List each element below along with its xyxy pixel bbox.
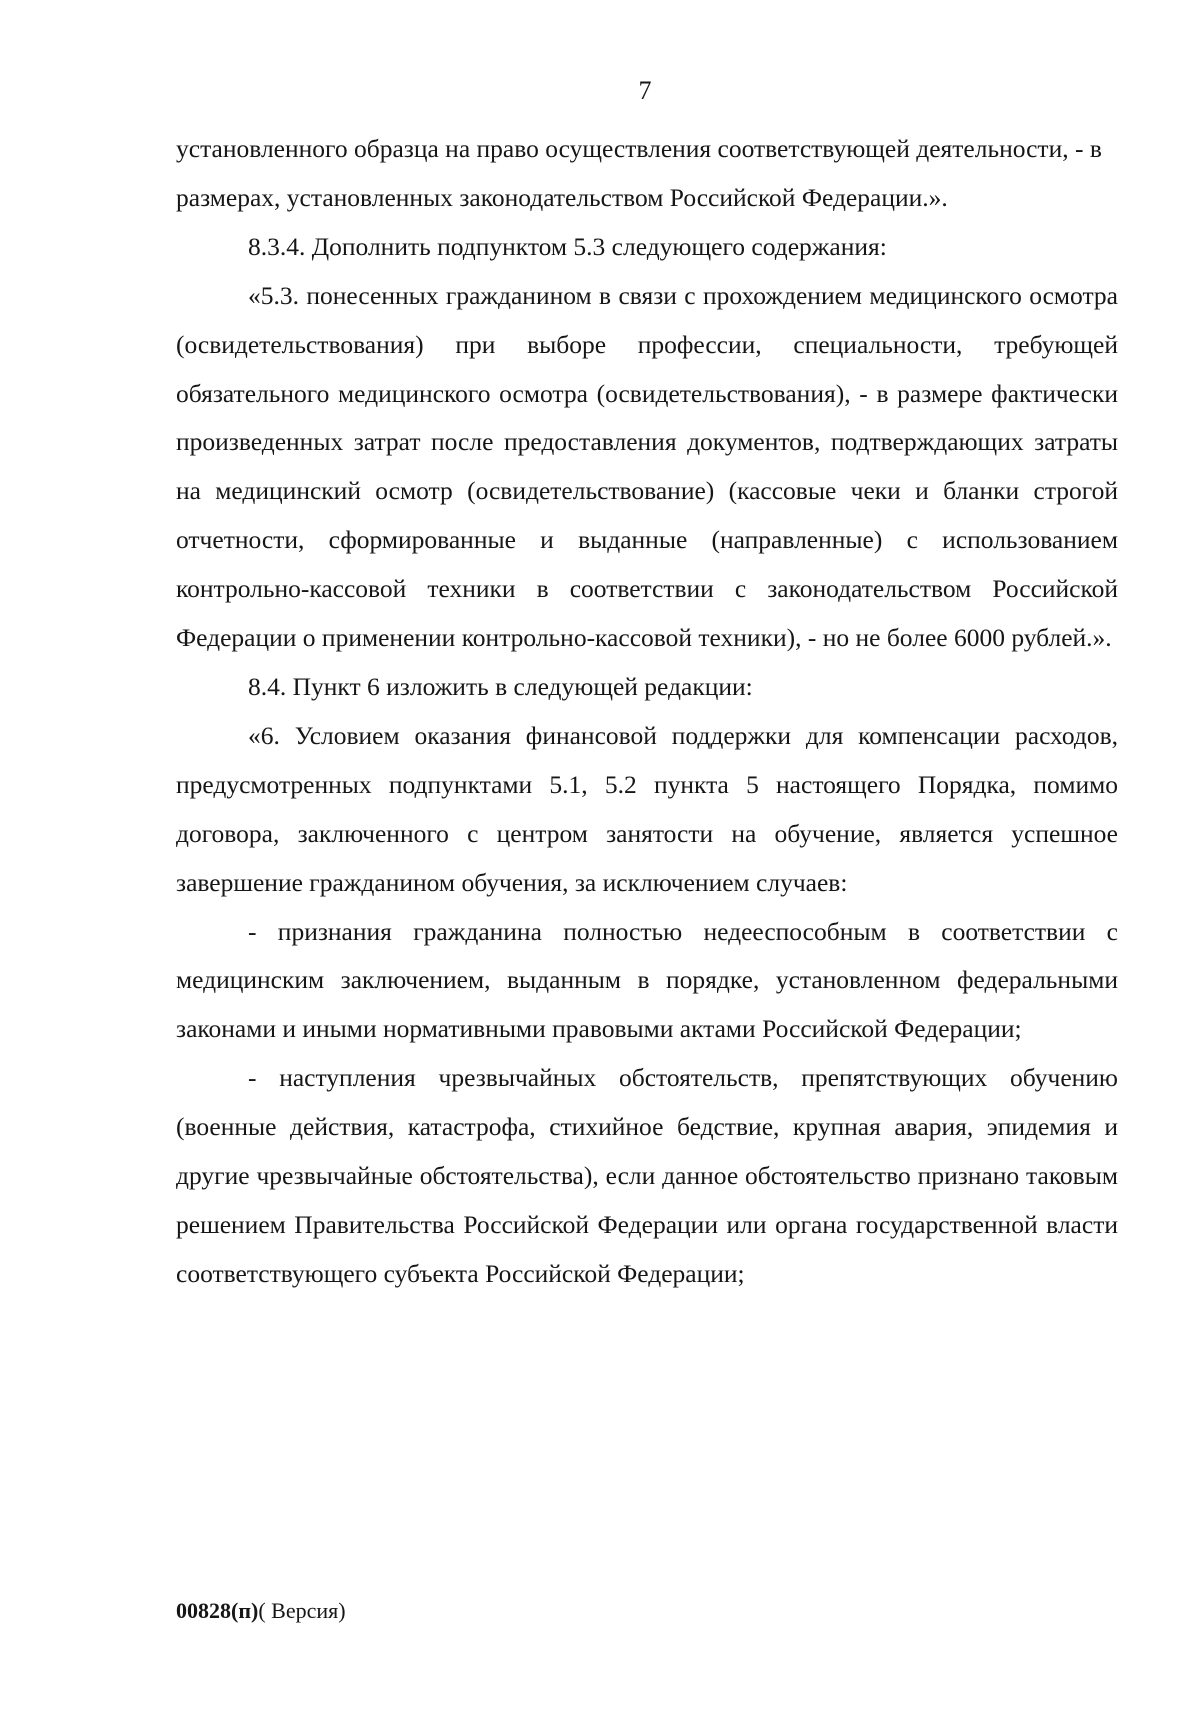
version-label: ( Версия) (258, 1598, 346, 1623)
paragraph-clause-8-3-4: 8.3.4. Дополнить подпунктом 5.3 следующего содержания: (248, 231, 887, 261)
document-footer (176, 1598, 346, 1624)
paragraph-exception-incapacity: - признания гражданина полностью недееспособным в соответствии с медицинским заключением, выданным в порядке, установленном федеральными законами и иными нормативными правовыми актами Российской Федерации; (176, 916, 1118, 1044)
paragraph-continuation: установленного образца на право осуществления соответствующей деятельности, - в размерах, установленных законодательством Российской Федерации.». (176, 134, 1102, 212)
document-code: 00828(п) (176, 1598, 259, 1623)
paragraph-exception-emergency: - наступления чрезвычайных обстоятельств, препятствующих обучению (военные действия, катастрофа, стихийное бедствие, крупная авария, эпидемия и другие чрезвычайные обстоятельства), если данное обстоятельство признано таковым решением Правительства Российской Федерации или органа государственной власти соответствующего субъекта Российской Федерации; (176, 1063, 1118, 1288)
document-body (176, 125, 1118, 1299)
paragraph-point-6: «6. Условием оказания финансовой поддержки для компенсации расходов, предусмотренных подпунктами 5.1, 5.2 пункта 5 настоящего Порядка, помимо договора, заключенного с центром занятости на обучение, является успешное завершение гражданином обучения, за исключением случаев: (176, 720, 1118, 897)
page-number: 7 (638, 76, 652, 105)
paragraph-subclause-5-3: «5.3. понесенных гражданином в связи с прохождением медицинского осмотра (освидетельствования) при выборе профессии, специальности, требующей обязательного медицинского осмотра (освидетельствования), - в размере фактически произведенных затрат после предоставления документов, подтверждающих затраты на медицинский осмотр (освидетельствование) (кассовые чеки и бланки строгой отчетности, сформированные и выданные (направленные) с использованием контрольно-кассовой техники в соответствии с законодательством Российской Федерации о применении контрольно-кассовой техники), - но не более 6000 рублей.». (176, 280, 1118, 653)
paragraph-clause-8-4: 8.4. Пункт 6 изложить в следующей редакции: (248, 671, 753, 701)
